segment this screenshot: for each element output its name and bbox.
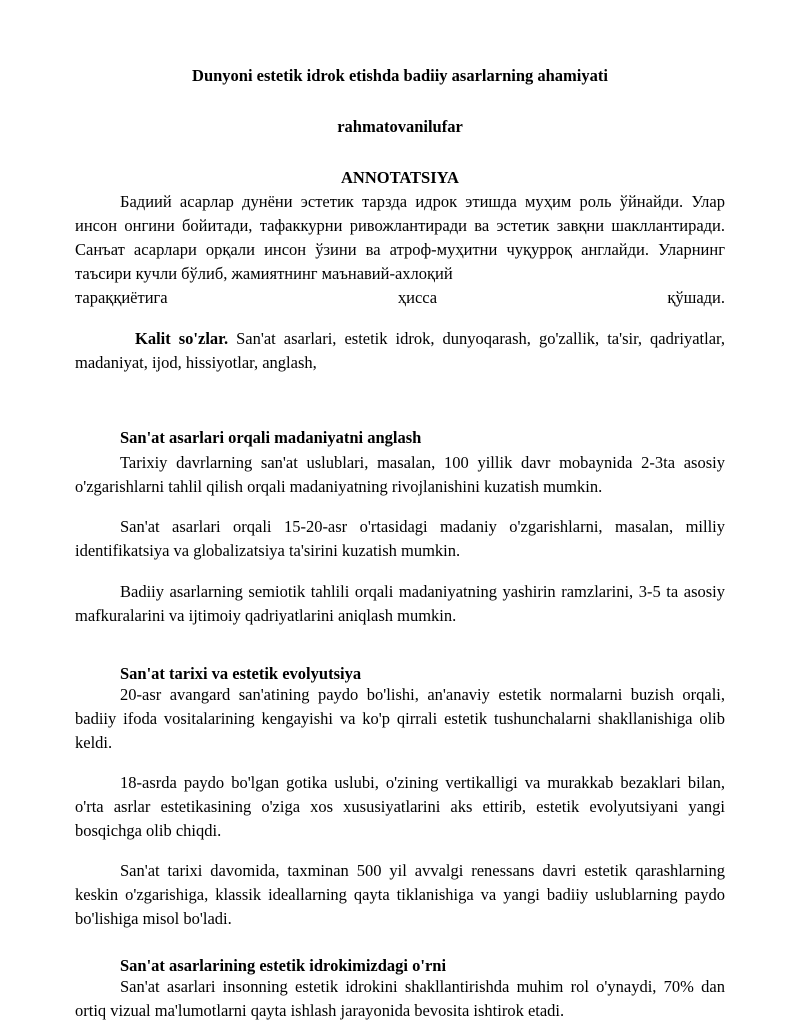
section-paragraph: Badiiy asarlarning semiotik tahlili orqali madaniyatning yashirin ramzlarini, 3-5 ta asosiy mafkuralarini va ijtimoiy qadriyatlarini aniqlash mumkin. — [75, 582, 725, 625]
annotation-paragraph — [75, 190, 725, 286]
section-paragraph: San'at tarixi davomida, taxminan 500 yil avvalgi renessans davri estetik qarashlarning keskin o'zgarishiga, klassik ideallarning qayta tiklanishiga va yangi badiiy uslublarning paydo bo'lishiga misol bo'ladi. — [75, 861, 725, 928]
annotation-heading: ANNOTATSIYA — [341, 168, 459, 187]
section-heading: San'at asarlarining estetik idrokimizdagi o'rni — [120, 956, 447, 975]
annotation-last-line — [75, 286, 725, 310]
keywords-label: Kalit so'zlar. — [135, 329, 229, 348]
section-paragraph: San'at asarlari orqali 15-20-asr o'rtasidagi madaniy o'zgarishlarni, masalan, milliy identifikatsiya va globalizatsiya ta'sirini kuzatish mumkin. — [75, 517, 725, 560]
document-title: Dunyoni estetik idrok etishda badiiy asarlarning ahamiyati — [192, 66, 608, 85]
author-name: rahmatovanilufar — [337, 117, 463, 136]
section-paragraph: 18-asrda paydo bo'lgan gotika uslubi, o'zining vertikalligi va murakkab bezaklari bilan, o'rta asrlar estetikasining o'ziga xos xususiyatlarini aks ettirib, estetik evolyutsiyani yangi bosqichga olib chiqdi. — [75, 773, 725, 840]
keywords-paragraph — [75, 327, 725, 375]
section-heading: San'at tarixi va estetik evolyutsiya — [120, 664, 362, 683]
annotation-word: тараққиётига — [75, 288, 168, 307]
annotation-word: қўшади. — [667, 288, 725, 307]
section-heading: San'at asarlari orqali madaniyatni anglash — [120, 428, 422, 447]
section-paragraph: 20-asr avangard san'atining paydo bo'lishi, an'anaviy estetik normalarni buzish orqali, badiiy ifoda vositalarining kengayishi va ko'p qirrali estetik tushunchalarni shakllanishiga olib keldi. — [75, 685, 725, 752]
annotation-word: ҳисса — [397, 288, 438, 307]
keywords-text: San'at asarlari, estetik idrok, dunyoqarash, go'zallik, ta'sir, qadriyatlar, madaniyat, ijod, hissiyotlar, anglash, — [75, 329, 725, 372]
section-paragraph: Tarixiy davrlarning san'at uslublari, masalan, 100 yillik davr mobaynida 2-3ta asosiy o'zgarishlarni tahlil qilish orqali madaniyatning rivojlanishini kuzatish mumkin. — [75, 453, 725, 496]
section-paragraph: San'at asarlari insonning estetik idrokini shakllantirishda muhim rol o'ynaydi, 70% dan ortiq vizual ma'lumotlarni qayta ishlash jarayonida bevosita ishtirok etadi. — [75, 977, 725, 1020]
annotation-text: Бадиий асарлар дунёни эстетик тарзда идрок этишда муҳим роль ўйнайди. Улар инсон онгини бойитади, тафаккурни ривожлантиради ва эстетик завқни шакллантиради. Санъат асарлари орқали инсон ўзини ва атроф-муҳитни чуқурроқ англайди. Уларнинг таъсири кучли бўлиб, жамиятнинг маънавий-ахлоқий — [75, 192, 725, 283]
